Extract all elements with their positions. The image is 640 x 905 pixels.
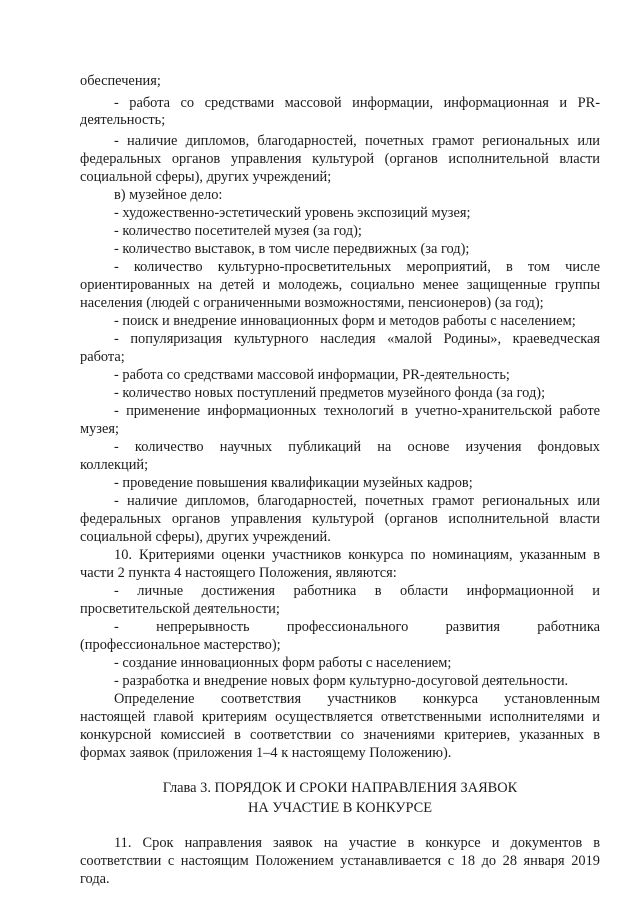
text-line: музея; (80, 421, 119, 437)
text-line: (профессиональное мастерство); (80, 637, 281, 653)
text-line: настоящей главой критериям осуществляется ответственными исполнителями и (80, 709, 600, 725)
chapter-heading: Глава 3. ПОРЯДОК И СРОКИ НАПРАВЛЕНИЯ ЗАЯВОК (162, 780, 518, 796)
text-line: ориентированных на детей и молодежь, социально менее защищенные группы (80, 277, 600, 293)
text-line: деятельность; (80, 112, 166, 128)
text-line: формах заявок (приложения 1–4 к настоящему Положению). (80, 745, 452, 761)
text-line: - наличие дипломов, благодарностей, почетных грамот региональных или (114, 493, 600, 509)
text-line: обеспечения; (80, 73, 161, 89)
chapter-heading: НА УЧАСТИЕ В КОНКУРСЕ (247, 800, 433, 816)
text-line: - художественно-эстетический уровень экспозиций музея; (114, 205, 471, 221)
text-line: в) музейное дело: (114, 187, 223, 203)
text-line: работа; (80, 349, 125, 365)
text-line: - непрерывность профессионального развития работника (114, 619, 600, 635)
text-line: Определение соответствия участников конкурса установленным (114, 691, 600, 707)
text-line: населения (людей с ограниченными возможностями, пенсионеров) (за год); (80, 295, 544, 311)
text-line: 11. Срок направления заявок на участие в конкурсе и документов в (114, 835, 600, 851)
text-line: федеральных органов управления культурой (органов исполнительной власти (80, 511, 600, 527)
text-line: просветительской деятельности; (80, 601, 280, 617)
text-line: - разработка и внедрение новых форм культурно-досуговой деятельности. (114, 673, 569, 689)
text-line: - работа со средствами массовой информации, информационная и PR- (114, 95, 600, 111)
text-line: - количество научных публикаций на основе изучения фондовых (114, 439, 600, 455)
text-line: - применение информационных технологий в учетно-хранительской работе (114, 403, 600, 419)
text-line: - проведение повышения квалификации музейных кадров; (114, 475, 473, 491)
text-line: 10. Критериями оценки участников конкурса по номинациям, указанным в (114, 547, 600, 563)
text-line: - наличие дипломов, благодарностей, почетных грамот региональных или (114, 133, 600, 149)
text-line: федеральных органов управления культурой (органов исполнительной власти (80, 151, 600, 167)
text-line: - количество посетителей музея (за год); (114, 223, 362, 239)
text-line: - работа со средствами массовой информации, PR-деятельность; (114, 367, 510, 383)
text-line: - количество новых поступлений предметов музейного фонда (за год); (114, 385, 546, 401)
text-line: части 2 пункта 4 настоящего Положения, являются: (80, 565, 397, 581)
text-line: - количество культурно-просветительных мероприятий, в том числе (114, 259, 600, 275)
text-line: соответствии с настоящим Положением устанавливается с 18 до 28 января 2019 (80, 853, 600, 869)
text-line: года. (80, 871, 110, 887)
text-line: - создание инновационных форм работы с населением; (114, 655, 452, 671)
text-line: - поиск и внедрение инновационных форм и методов работы с населением; (114, 313, 576, 329)
text-line: - личные достижения работника в области информационной и (114, 583, 600, 599)
text-line: - количество выставок, в том числе передвижных (за год); (114, 241, 470, 257)
text-line: социальной сферы), других учреждений; (80, 169, 332, 185)
text-line: социальной сферы), других учреждений. (80, 529, 331, 545)
text-line: - популяризация культурного наследия «малой Родины», краеведческая (114, 331, 600, 347)
text-line: коллекций; (80, 457, 149, 473)
text-line: конкурсной комиссией в соответствии со значениями критериев, указанных в (80, 727, 600, 743)
